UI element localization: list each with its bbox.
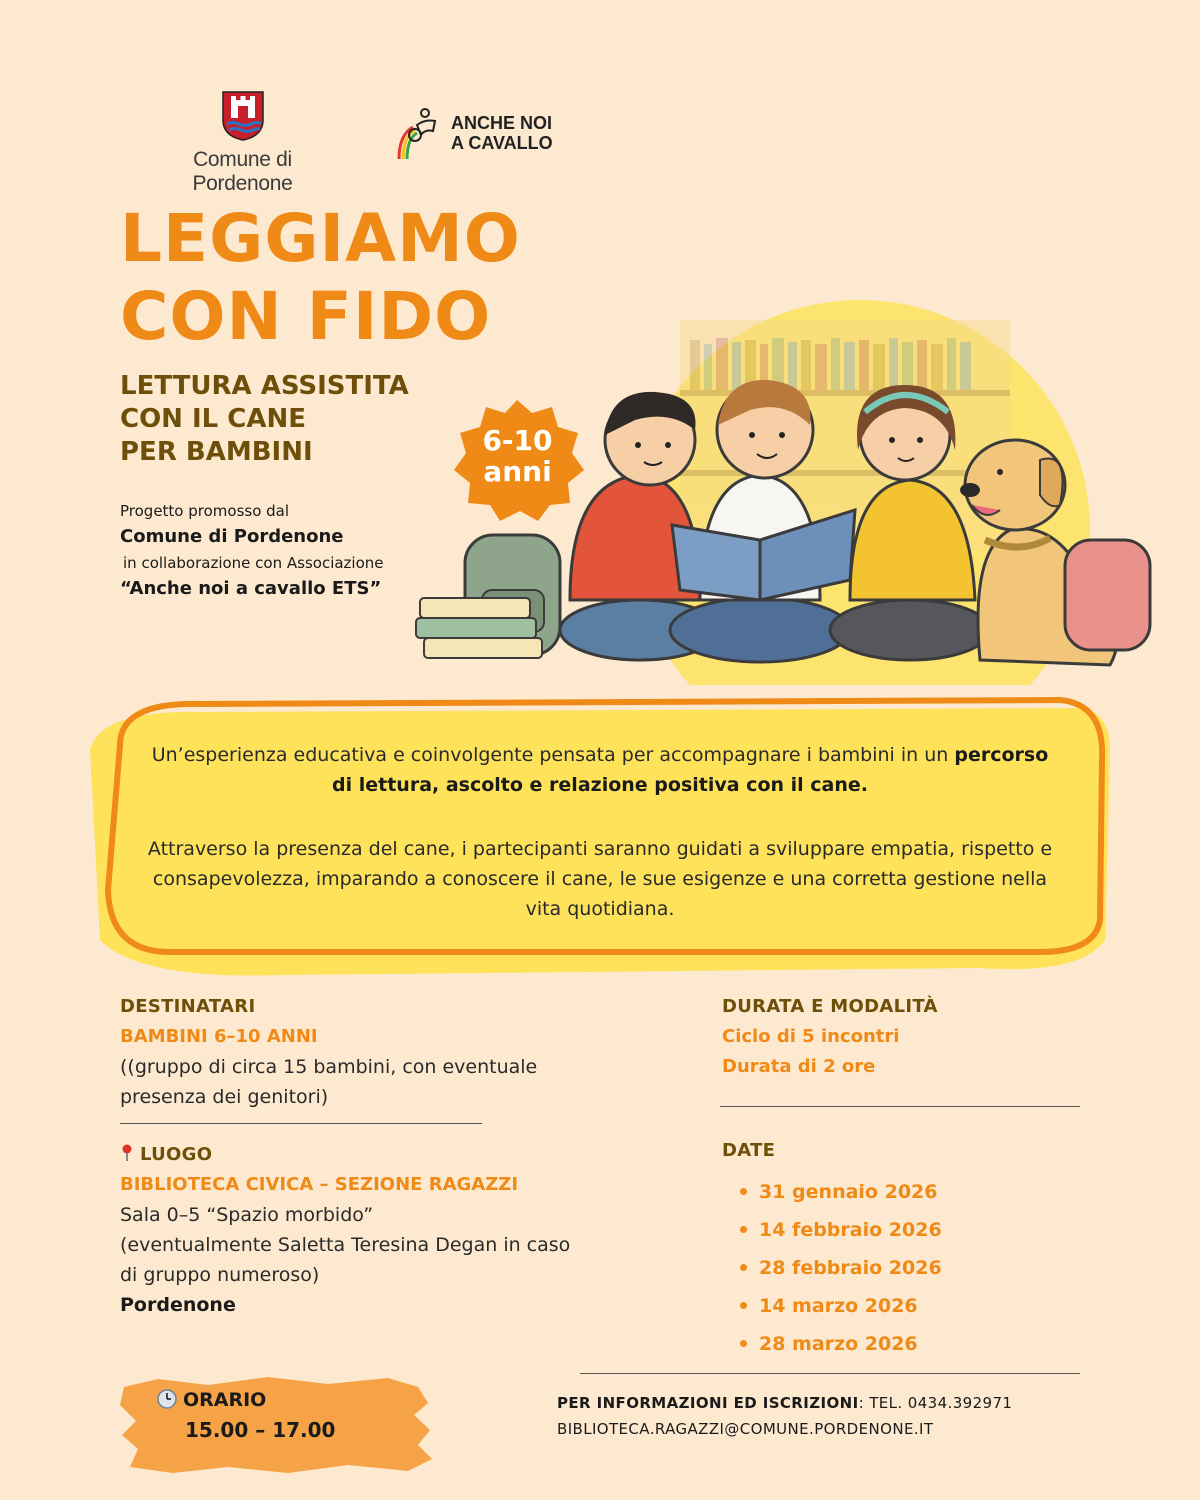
description-p1: Un’esperienza educativa e coinvolgente pensata per accompagnare i bambini in un percorso di lettura, ascolto e relazione positiva con il cane.: [151, 744, 1049, 796]
destinatari-note: ((gruppo di circa 15 bambini, con eventuale presenza dei genitori): [120, 1056, 538, 1108]
contacts-email[interactable]: BIBLIOTECA.RAGAZZI@COMUNE.PORDENONE.IT: [557, 1420, 934, 1438]
luogo-room: Sala 0–5 “Spazio morbido”: [120, 1204, 374, 1226]
divider: [580, 1373, 1080, 1374]
age-badge: [450, 395, 585, 525]
destinatari-label: DESTINATARI: [120, 996, 256, 1017]
title-line1: LEGGIAMO: [120, 200, 521, 277]
date-item: 14 febbraio 2026: [722, 1211, 1102, 1249]
date-item: 28 febbraio 2026: [722, 1249, 1102, 1287]
subtitle-line2: CON IL CANE: [120, 404, 307, 434]
luogo-alt: (eventualmente Saletta Teresina Degan in caso di gruppo numeroso): [120, 1234, 571, 1286]
promo-association: “Anche noi a cavallo ETS”: [120, 578, 382, 599]
date-item: 14 marzo 2026: [722, 1287, 1102, 1325]
durata-line1: Ciclo di 5 incontri: [722, 1026, 900, 1047]
luogo-city: Pordenone: [120, 1294, 236, 1316]
contacts-phone[interactable]: : TEL. 0434.392971: [858, 1394, 1013, 1412]
durata-label: DURATA E MODALITÀ: [722, 996, 938, 1017]
description-text: [140, 740, 1060, 958]
orario-label: ORARIO: [183, 1389, 267, 1411]
title-line2: CON FIDO: [120, 278, 492, 355]
luogo-label: LUOGO: [140, 1144, 213, 1165]
rider-icon: [395, 105, 439, 161]
subtitle-line3: PER BAMBINI: [120, 437, 313, 467]
association-name-line1: ANCHE NOI: [451, 113, 553, 133]
date-item: 31 gennaio 2026: [722, 1173, 1102, 1211]
luogo-section: [120, 1140, 620, 1320]
orario-hours: 15.00 – 17.00: [185, 1418, 336, 1442]
clock-icon: [157, 1389, 177, 1409]
date-list: [722, 1173, 1102, 1363]
luogo-value: BIBLIOTECA CIVICA – SEZIONE RAGAZZI: [120, 1174, 519, 1195]
book-stack-icon: [416, 598, 542, 658]
divider: [720, 1106, 1080, 1107]
location-pin-icon: [120, 1144, 134, 1162]
promo-promoter: Comune di Pordenone: [120, 526, 344, 547]
association-logo: [395, 105, 553, 161]
durata-section: [722, 992, 1102, 1082]
contacts-block: [557, 1390, 1117, 1442]
age-range: 6-10: [482, 424, 553, 457]
subtitle-line1: LETTURA ASSISTITA: [120, 371, 409, 401]
divider: [120, 1123, 482, 1124]
date-section: [722, 1140, 1102, 1363]
durata-line2: Durata di 2 ore: [722, 1056, 876, 1077]
comune-name: Comune di Pordenone: [192, 148, 293, 195]
date-item: 28 marzo 2026: [722, 1325, 1102, 1363]
destinatari-value: BAMBINI 6–10 ANNI: [120, 1026, 318, 1047]
coat-of-arms-icon: [221, 90, 265, 142]
association-name-line2: A CAVALLO: [451, 133, 553, 153]
orario-block: [157, 1385, 417, 1445]
description-p2: Attraverso la presenza del cane, i partecipanti saranno guidati a sviluppare empatia, rispetto e consapevolezza, imparando a conoscere il cane, le sue esigenze e una corretta gestione nella vita quotidiana.: [147, 838, 1053, 920]
promo-collab: in collaborazione con Associazione: [123, 554, 384, 572]
contacts-label: PER INFORMAZIONI ED ISCRIZIONI: [557, 1394, 859, 1412]
date-label: DATE: [722, 1140, 776, 1161]
backpack-right-icon: [1065, 540, 1150, 650]
promo-intro: Progetto promosso dal: [120, 502, 290, 520]
comune-logo: [145, 90, 340, 196]
destinatari-section: [120, 992, 540, 1112]
age-unit: anni: [483, 455, 552, 488]
